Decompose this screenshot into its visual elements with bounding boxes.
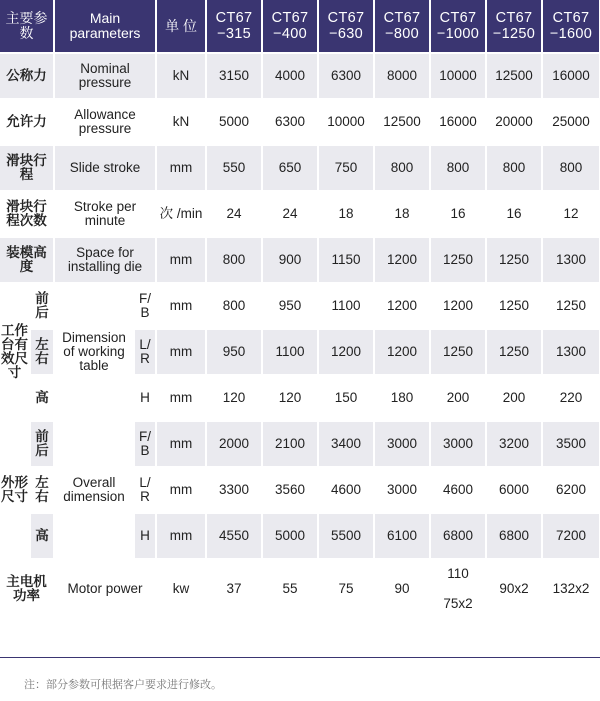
- value-cell: 8000: [374, 53, 430, 99]
- value-cell: 1250: [486, 237, 542, 283]
- value-cell: 1250: [430, 329, 486, 375]
- value-cell: 3300: [206, 467, 262, 513]
- value-cell: 220: [542, 375, 600, 421]
- value-cell: 3200: [486, 421, 542, 467]
- group-label-en: Dimension of working table: [54, 283, 134, 421]
- header-unit: 单 位: [156, 0, 206, 53]
- value-cell: 24: [262, 191, 318, 237]
- code-cell: L/ R: [134, 329, 156, 375]
- value-cell: 950: [262, 283, 318, 329]
- value-cell: 12: [542, 191, 600, 237]
- unit-cell: mm: [156, 375, 206, 421]
- value-cell: 16000: [542, 53, 600, 99]
- value-cell: 1250: [430, 237, 486, 283]
- value-cell: 55: [262, 559, 318, 619]
- code-cell: H: [134, 375, 156, 421]
- value-cell: 1200: [318, 329, 374, 375]
- value-cell: 900: [262, 237, 318, 283]
- value-cell: 16: [486, 191, 542, 237]
- unit-cell: mm: [156, 421, 206, 467]
- value-cell-split: [430, 559, 486, 619]
- label-zh: 滑块行程次数: [0, 191, 54, 237]
- value-cell: 800: [206, 237, 262, 283]
- sub-label-zh: 前后: [30, 283, 54, 329]
- value-cell: 5500: [318, 513, 374, 559]
- value-cell: 200: [430, 375, 486, 421]
- value-cell: 6100: [374, 513, 430, 559]
- value-cell: 1200: [374, 237, 430, 283]
- value-cell: 950: [206, 329, 262, 375]
- code-cell: F/ B: [134, 421, 156, 467]
- footnote: 注：部分参数可根据客户要求进行修改。: [24, 679, 222, 691]
- value-cell: 800: [374, 145, 430, 191]
- value-cell: 800: [542, 145, 600, 191]
- value-cell: 24: [206, 191, 262, 237]
- value-cell: 2100: [262, 421, 318, 467]
- value-cell: 3000: [374, 421, 430, 467]
- row-slide-stroke: [0, 145, 600, 191]
- unit-cell: 次 /min: [156, 191, 206, 237]
- value-cell: 6300: [262, 99, 318, 145]
- sub-label-zh: 高: [30, 513, 54, 559]
- unit-cell: kN: [156, 99, 206, 145]
- value-cell: 6000: [486, 467, 542, 513]
- value-cell: 150: [318, 375, 374, 421]
- unit-cell: mm: [156, 283, 206, 329]
- header-model: CT67 −1600: [542, 0, 600, 53]
- value-cell: 20000: [486, 99, 542, 145]
- value-cell: 120: [206, 375, 262, 421]
- header-row: [0, 0, 600, 53]
- label-zh: 公称力: [0, 53, 54, 99]
- value-cell: 75: [318, 559, 374, 619]
- value-cell: 10000: [318, 99, 374, 145]
- header-model: CT67 −400: [262, 0, 318, 53]
- label-zh: 装模高度: [0, 237, 54, 283]
- value-cell: 16000: [430, 99, 486, 145]
- header-model: CT67 −315: [206, 0, 262, 53]
- value-cell: 1250: [542, 283, 600, 329]
- unit-cell: mm: [156, 329, 206, 375]
- value-cell: 800: [430, 145, 486, 191]
- value-cell: 3000: [374, 467, 430, 513]
- header-model: CT67 −1250: [486, 0, 542, 53]
- split-bottom: 75x2: [431, 588, 485, 618]
- header-model: CT67 −1000: [430, 0, 486, 53]
- value-cell: 6300: [318, 53, 374, 99]
- value-cell: 1300: [542, 329, 600, 375]
- unit-cell: mm: [156, 467, 206, 513]
- group-label-zh: 工作台有效尺寸: [0, 283, 30, 421]
- value-cell: 180: [374, 375, 430, 421]
- value-cell: 550: [206, 145, 262, 191]
- value-cell: 6800: [430, 513, 486, 559]
- value-cell: 7200: [542, 513, 600, 559]
- value-cell: 1250: [486, 329, 542, 375]
- value-cell: 4550: [206, 513, 262, 559]
- value-cell: 1100: [318, 283, 374, 329]
- value-cell: 25000: [542, 99, 600, 145]
- unit-cell: mm: [156, 145, 206, 191]
- unit-cell: kw: [156, 559, 206, 619]
- group-label-zh: 外形尺寸: [0, 421, 30, 559]
- footer-divider: [0, 657, 600, 658]
- group-label-en: Overall dimension: [54, 421, 134, 559]
- code-cell: L/ R: [134, 467, 156, 513]
- value-cell: 2000: [206, 421, 262, 467]
- sub-label-zh: 前后: [30, 421, 54, 467]
- row-motor-power: [0, 559, 600, 619]
- label-zh: 滑块行程: [0, 145, 54, 191]
- row-allowance: [0, 99, 600, 145]
- value-cell: 1250: [486, 283, 542, 329]
- sub-label-zh: 左右: [30, 329, 54, 375]
- value-cell: 90x2: [486, 559, 542, 619]
- label-zh: 主电机功率: [0, 559, 54, 619]
- value-cell: 1100: [262, 329, 318, 375]
- value-cell: 3400: [318, 421, 374, 467]
- value-cell: 12500: [374, 99, 430, 145]
- value-cell: 5000: [206, 99, 262, 145]
- header-param-zh: 主要参数: [0, 0, 54, 53]
- value-cell: 120: [262, 375, 318, 421]
- value-cell: 3500: [542, 421, 600, 467]
- value-cell: 3150: [206, 53, 262, 99]
- value-cell: 1200: [374, 329, 430, 375]
- value-cell: 10000: [430, 53, 486, 99]
- value-cell: 1300: [542, 237, 600, 283]
- row-die-space: [0, 237, 600, 283]
- label-en: Allowance pressure: [54, 99, 156, 145]
- label-en: Motor power: [54, 559, 156, 619]
- header-param-en: Main parameters: [54, 0, 156, 53]
- row-stroke-per-minute: [0, 191, 600, 237]
- value-cell: 16: [430, 191, 486, 237]
- value-cell: 750: [318, 145, 374, 191]
- row-table-fb: [0, 283, 600, 329]
- row-overall-fb: [0, 421, 600, 467]
- unit-cell: kN: [156, 53, 206, 99]
- value-cell: 3000: [430, 421, 486, 467]
- value-cell: 18: [318, 191, 374, 237]
- code-cell: F/ B: [134, 283, 156, 329]
- value-cell: 18: [374, 191, 430, 237]
- value-cell: 6200: [542, 467, 600, 513]
- value-cell: 37: [206, 559, 262, 619]
- value-cell: 800: [206, 283, 262, 329]
- value-cell: 3560: [262, 467, 318, 513]
- value-cell: 1200: [430, 283, 486, 329]
- sub-label-zh: 左右: [30, 467, 54, 513]
- value-cell: 6800: [486, 513, 542, 559]
- row-nominal: [0, 53, 600, 99]
- value-cell: 4000: [262, 53, 318, 99]
- header-model: CT67 −800: [374, 0, 430, 53]
- header-model: CT67 −630: [318, 0, 374, 53]
- sub-label-zh: 高: [30, 375, 54, 421]
- value-cell: 12500: [486, 53, 542, 99]
- code-cell: H: [134, 513, 156, 559]
- value-cell: 90: [374, 559, 430, 619]
- unit-cell: mm: [156, 513, 206, 559]
- value-cell: 5000: [262, 513, 318, 559]
- value-cell: 200: [486, 375, 542, 421]
- value-cell: 132x2: [542, 559, 600, 619]
- value-cell: 1200: [374, 283, 430, 329]
- value-cell: 4600: [318, 467, 374, 513]
- label-zh: 允许力: [0, 99, 54, 145]
- value-cell: 650: [262, 145, 318, 191]
- unit-cell: mm: [156, 237, 206, 283]
- value-cell: 1150: [318, 237, 374, 283]
- label-en: Nominal pressure: [54, 53, 156, 99]
- value-cell: 800: [486, 145, 542, 191]
- label-en: Space for installing die: [54, 237, 156, 283]
- value-cell: 4600: [430, 467, 486, 513]
- label-en: Slide stroke: [54, 145, 156, 191]
- split-top: 110: [447, 566, 469, 581]
- label-en: Stroke per minute: [54, 191, 156, 237]
